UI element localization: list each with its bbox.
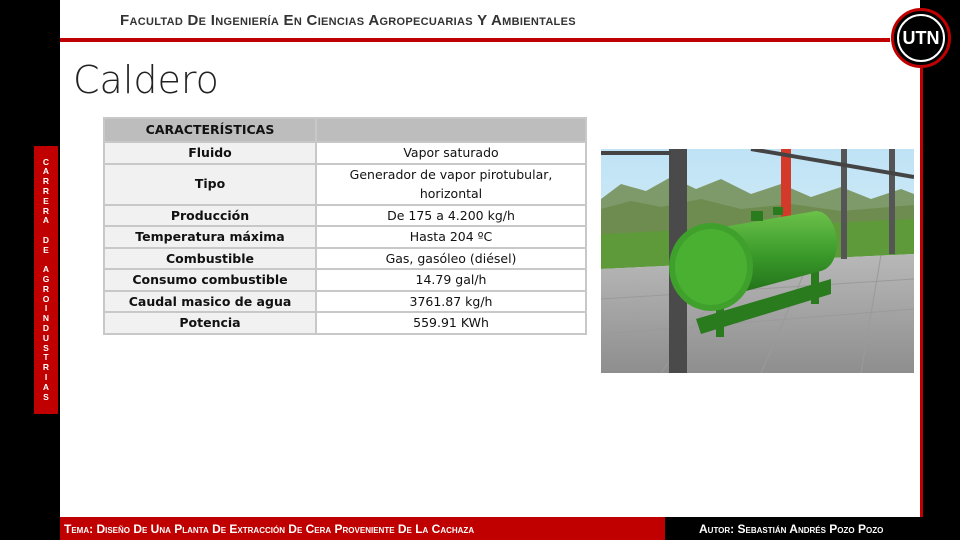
sidebar-letter: R [42, 283, 50, 294]
sidebar-letter: D [42, 323, 50, 334]
table-header-row [104, 118, 586, 142]
row-value: 559.91 KWh [316, 312, 586, 334]
row-label: Combustible [104, 248, 316, 270]
row-value: 14.79 gal/h [316, 269, 586, 291]
table-row [104, 142, 586, 164]
row-value: Vapor saturado [316, 142, 586, 164]
table-row [104, 312, 586, 334]
footer-topic: Tema: Diseño De Una Planta De Extracción De Cera Proveniente De La Cachaza [64, 521, 475, 536]
table-row [104, 269, 586, 291]
row-label: Tipo [104, 164, 316, 205]
row-value: Generador de vapor pirotubular, horizontal [316, 164, 586, 205]
footer-author-bar [665, 517, 960, 540]
row-value: De 175 a 4.200 kg/h [316, 205, 586, 227]
row-label: Temperatura máxima [104, 226, 316, 248]
row-value: Hasta 204 ºC [316, 226, 586, 248]
right-accent-line [920, 62, 923, 517]
sidebar-letter: I [44, 303, 48, 314]
table-row [104, 164, 586, 205]
row-value: 3761.87 kg/h [316, 291, 586, 313]
footer-topic-bar [60, 517, 665, 540]
row-value: Gas, gasóleo (diésel) [316, 248, 586, 270]
sidebar-letter: E [43, 244, 49, 255]
sidebar-letter: D [42, 234, 50, 245]
sidebar-letter: A [42, 264, 50, 275]
sidebar-letter: U [42, 332, 50, 343]
sidebar-letter: E [43, 195, 49, 206]
sidebar-letter: A [42, 166, 50, 177]
table-header-value [316, 118, 586, 142]
sidebar-letter: G [42, 274, 50, 285]
sidebar-letter: I [44, 372, 48, 383]
header-divider [60, 38, 890, 42]
table-header-characteristics: CARACTERÍSTICAS [104, 118, 316, 142]
sidebar-letter: A [42, 215, 50, 226]
sidebar-letter: R [42, 362, 50, 373]
institution-header: Facultad De Ingeniería En Ciencias Agropecuarias Y Ambientales [120, 12, 576, 29]
table-row [104, 291, 586, 313]
sidebar-letter: R [42, 205, 50, 216]
sidebar-letter: N [42, 313, 50, 324]
sidebar-letter: A [42, 381, 50, 392]
sidebar-letter: T [43, 352, 49, 363]
footer-author: Autor: Sebastián Andrés Pozo Pozo [699, 521, 884, 536]
utn-logo [891, 8, 951, 68]
row-label: Producción [104, 205, 316, 227]
boiler-illustration [601, 149, 914, 373]
career-vertical-label [34, 146, 58, 414]
row-label: Caudal masico de agua [104, 291, 316, 313]
table-row [104, 226, 586, 248]
sidebar-letter: S [43, 391, 49, 402]
sidebar-letter: O [42, 293, 50, 304]
sidebar-letter: S [43, 342, 49, 353]
utn-logo-text: UTN [897, 14, 945, 62]
row-label: Fluido [104, 142, 316, 164]
row-label: Consumo combustible [104, 269, 316, 291]
sidebar-letter: C [42, 156, 50, 167]
characteristics-table [103, 117, 587, 335]
row-label: Potencia [104, 312, 316, 334]
table-row [104, 248, 586, 270]
sidebar-letter: R [42, 185, 50, 196]
right-frame-bar [920, 0, 960, 540]
boiler-render-image [601, 149, 914, 373]
sidebar-letter: R [42, 176, 50, 187]
table-row [104, 205, 586, 227]
slide-title: Caldero [73, 58, 219, 102]
